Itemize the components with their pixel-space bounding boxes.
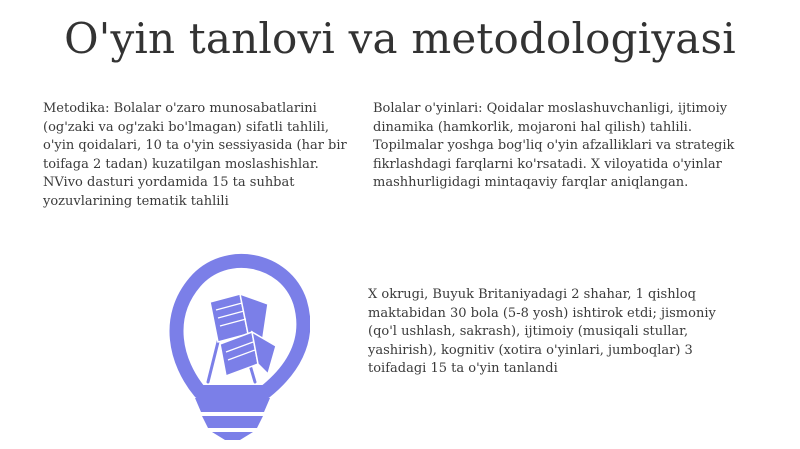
slide-title: O'yin tanlovi va metodologiyasi <box>64 14 736 63</box>
methodology-text: Metodika: Bolalar o'zaro munosabatlarini (og'zaki va og'zaki bo'lmagan) sifatli tahlili, o'yin qoidalari, 10 ta o'yin sessiyasida (har bir toifaga 2 tadan) kuzatilgan moslashishlar. NVivo dasturi yordamida 15 ta suhbat yozuvlarining tematik tahlili <box>43 101 347 209</box>
children-games-text: Bolalar o'yinlari: Qoidalar moslashuvchanligi, ijtimoiy dinamika (hamkorlik, mojaroni hal qilish) tahlili. Topilmalar yoshga bog'liq o'yin afzalliklari va strategik fikrlashdagi farqlarni ko'rsatadi. X viloyatida o'yinlar mashhurligidagi mintaqaviy farqlar aniqlangan. <box>373 101 735 190</box>
sample-text: X okrugi, Buyuk Britaniyadagi 2 shahar, 1 qishloq maktabidan 30 bola (5-8 yosh) ishtirok etdi; jismoniy (qo'l ushlash, sakrash), ijtimoiy (musiqali stullar, yashirish), kognitiv (xotira o'yinlari, jumboqlar) 3 toifadagi 15 ta o'yin tanlandi <box>368 287 716 376</box>
lightbulb-book-icon <box>140 242 310 442</box>
